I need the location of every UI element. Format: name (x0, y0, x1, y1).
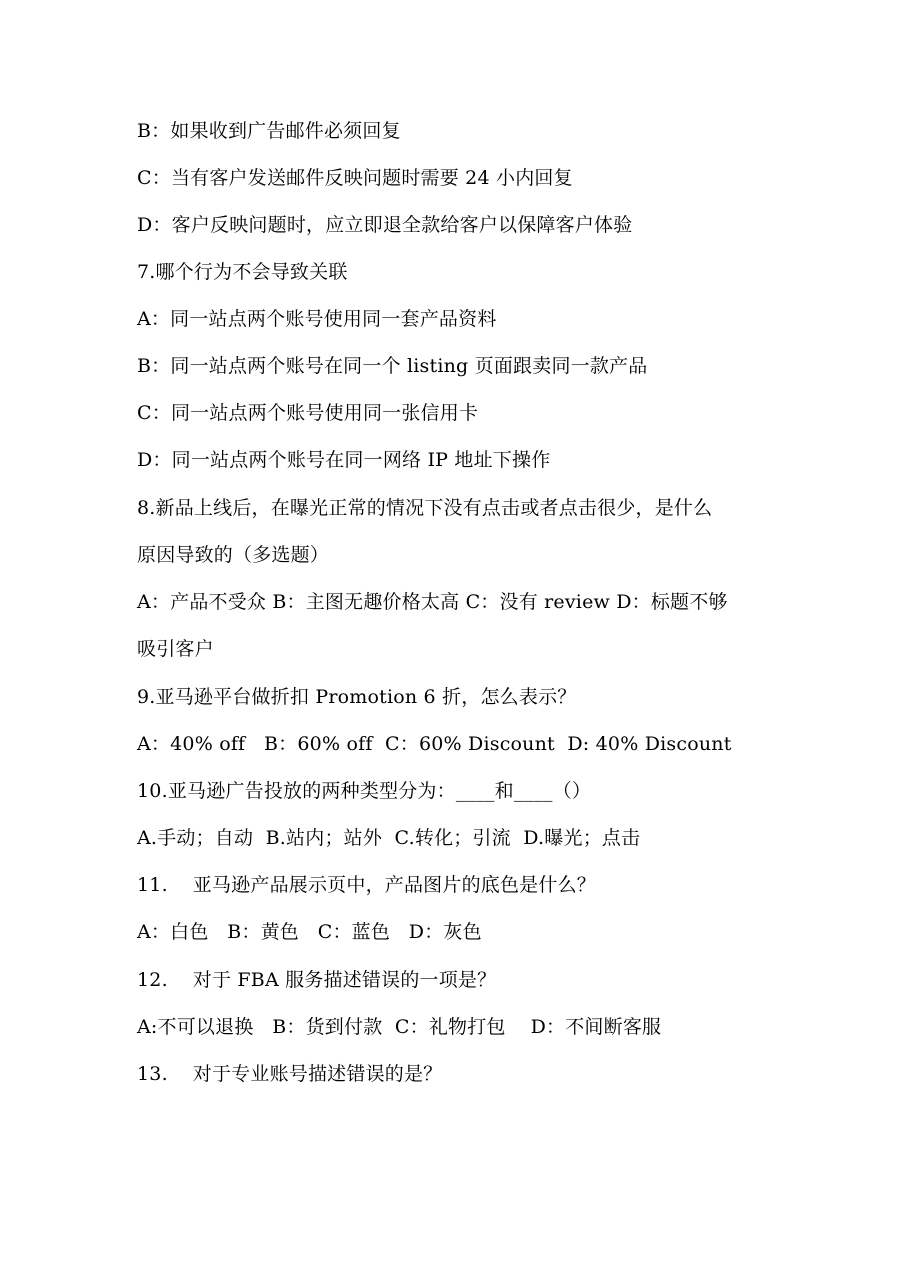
question-10: 10.亚马逊广告投放的两种类型分为：____和____（） (137, 780, 592, 802)
question-7-option-a: A：同一站点两个账号使用同一套产品资料 (137, 308, 497, 330)
question-8-options-continued: 吸引客户 (137, 638, 214, 660)
question-12-options: A:不可以退换 B：货到付款 C：礼物打包 D：不间断客服 (137, 1016, 662, 1038)
question-7-option-d: D：同一站点两个账号在同一网络 IP 地址下操作 (137, 449, 551, 471)
question-11-options: A：白色 B：黄色 C：蓝色 D：灰色 (137, 921, 482, 943)
question-9-options: A：40% off B：60% off C：60% Discount D: 40% Discount (137, 733, 732, 755)
question-8-options: A：产品不受众 B：主图无趣价格太高 C：没有 review D：标题不够 (137, 591, 728, 613)
option-d-refund: D：客户反映问题时，应立即退全款给客户以保障客户体验 (137, 214, 633, 236)
question-7-option-c: C：同一站点两个账号使用同一张信用卡 (137, 402, 479, 424)
question-10-options: A.手动；自动 B.站内；站外 C.转化；引流 D.曝光；点击 (137, 827, 641, 849)
option-b-ad-email: B：如果收到广告邮件必须回复 (137, 120, 401, 142)
question-7-option-b: B：同一站点两个账号在同一个 listing 页面跟卖同一款产品 (137, 355, 648, 377)
question-7: 7.哪个行为不会导致关联 (137, 261, 348, 283)
question-11: 11. 亚马逊产品展示页中，产品图片的底色是什么？ (137, 874, 596, 896)
question-9: 9.亚马逊平台做折扣 Promotion 6 折，怎么表示？ (137, 686, 577, 708)
question-13: 13. 对于专业账号描述错误的是？ (137, 1063, 443, 1085)
question-12: 12. 对于 FBA 服务描述错误的一项是？ (137, 969, 497, 991)
question-8: 8.新品上线后，在曝光正常的情况下没有点击或者点击很少，是什么 (137, 497, 713, 519)
question-8-continued: 原因导致的（多选题） (137, 544, 330, 566)
option-c-24h-reply: C：当有客户发送邮件反映问题时需要 24 小内回复 (137, 167, 573, 189)
